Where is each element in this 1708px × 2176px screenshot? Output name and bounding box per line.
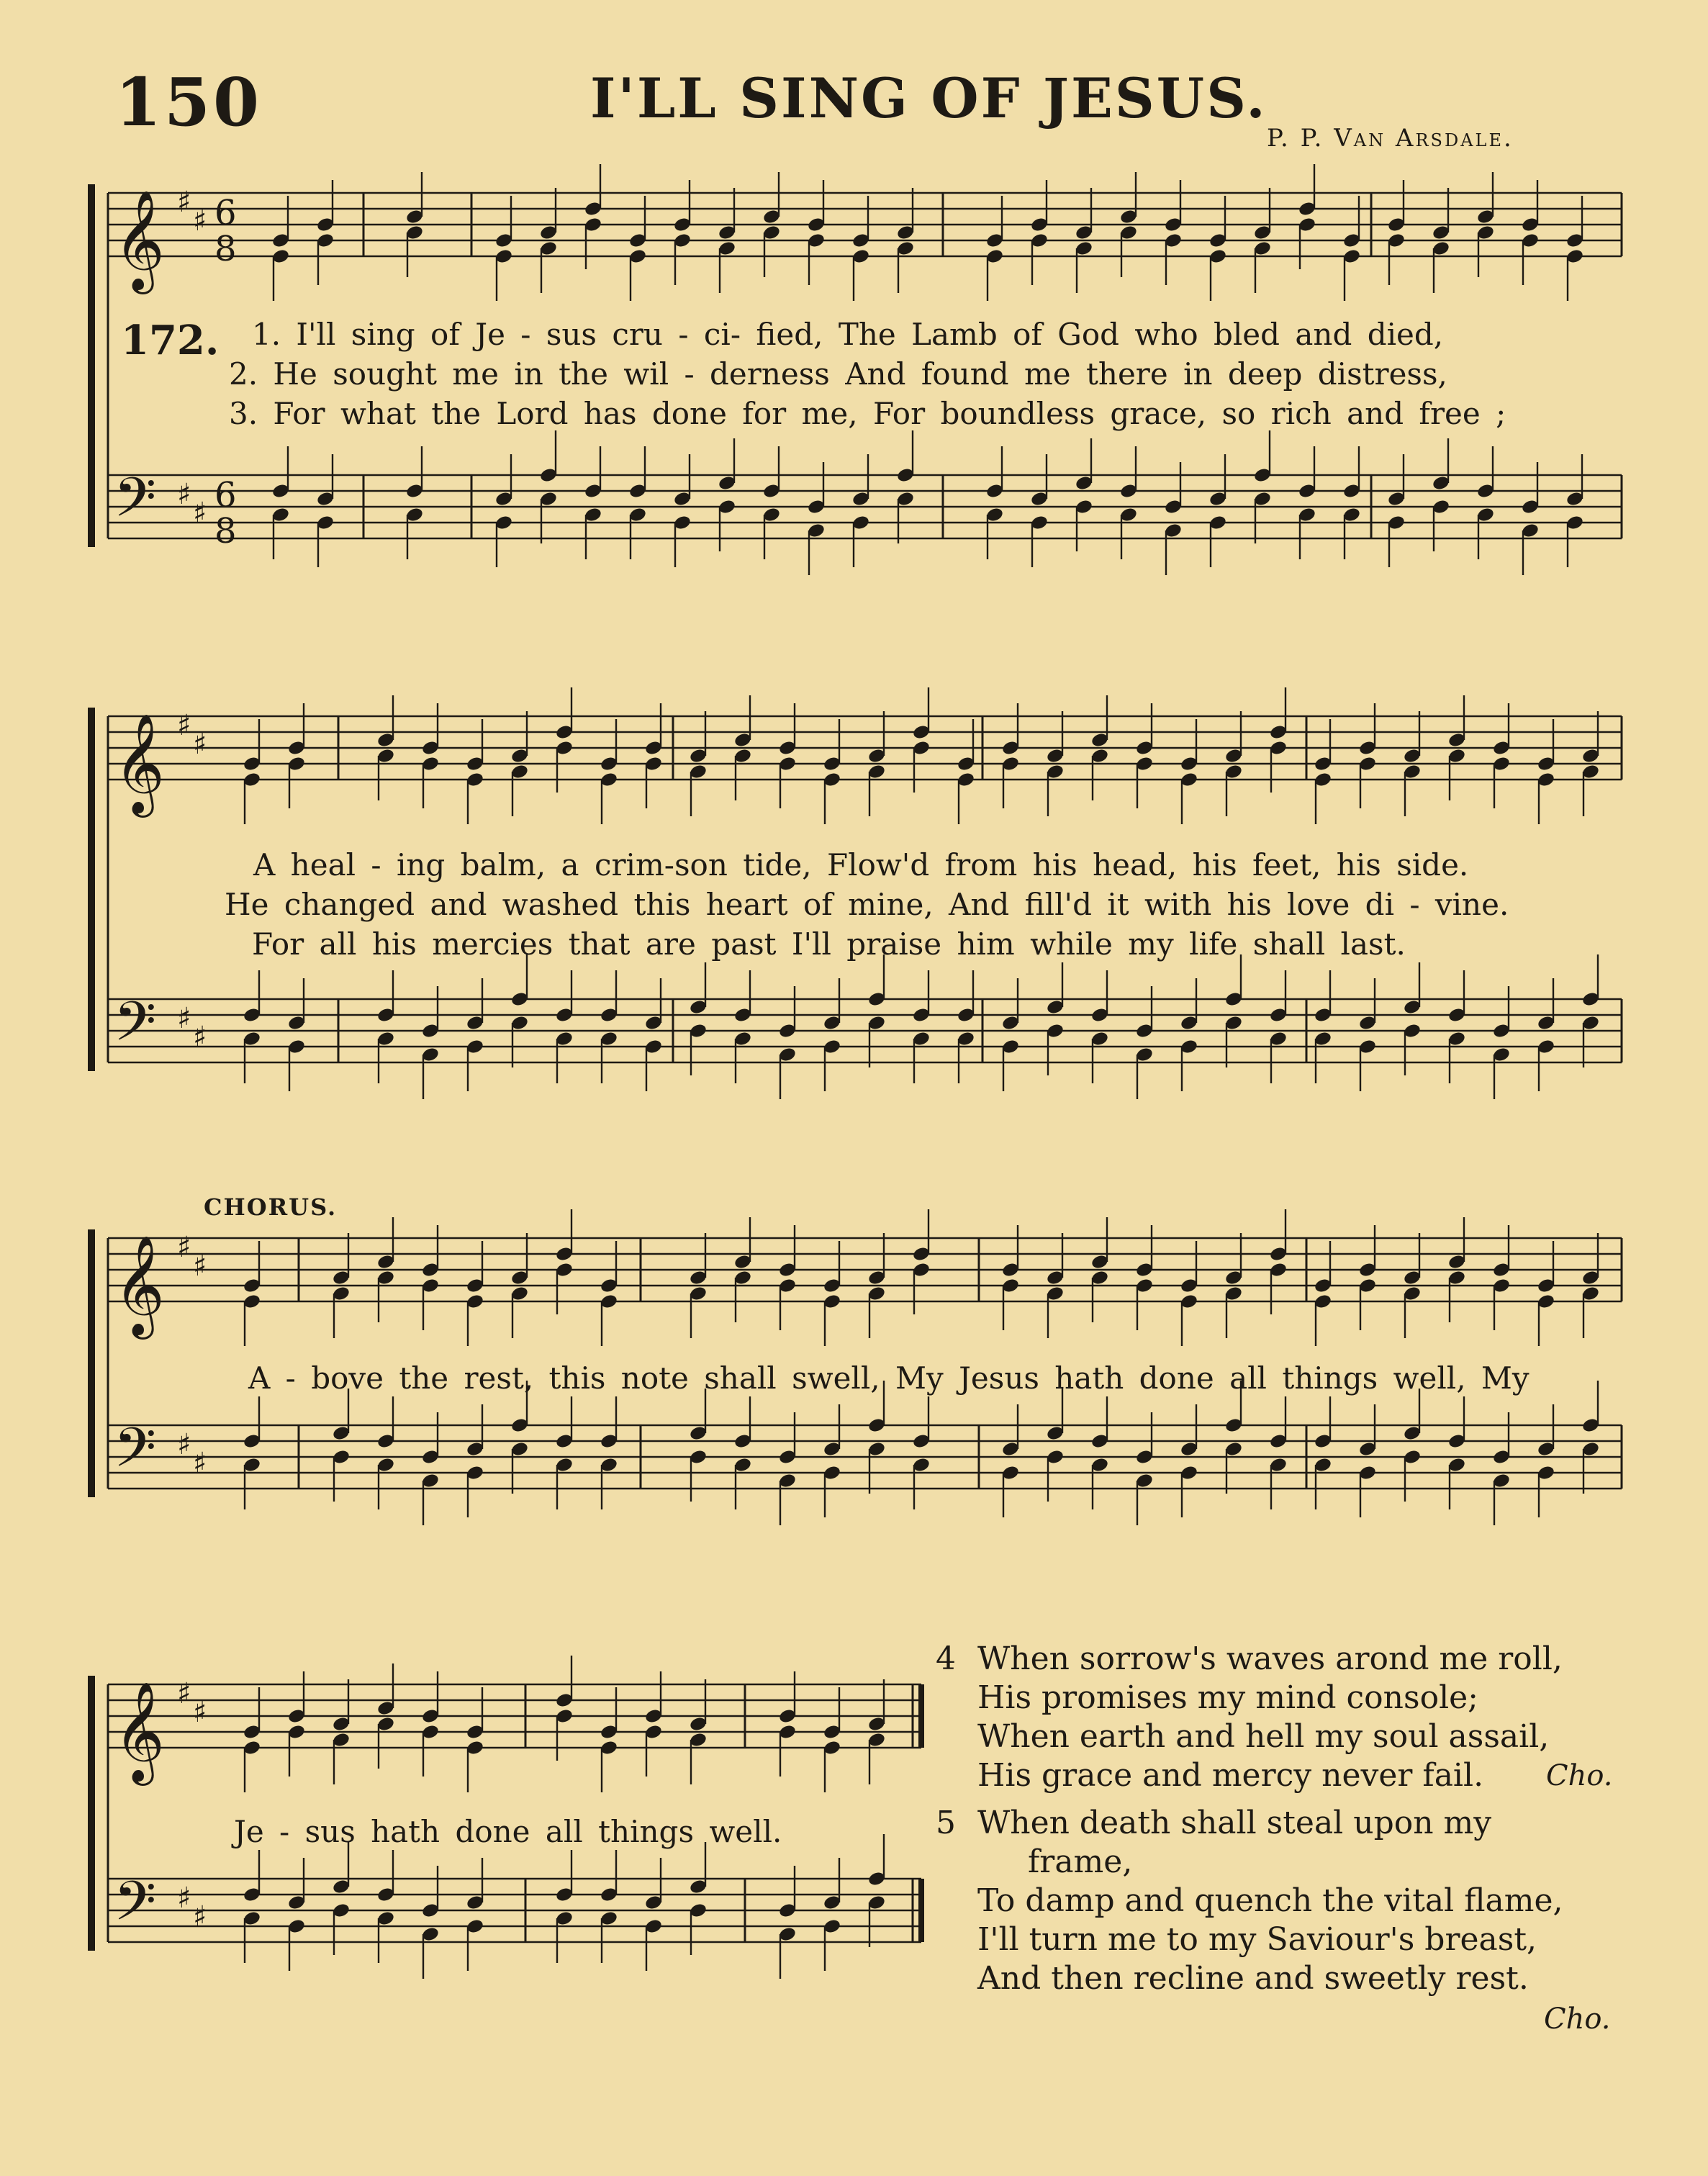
lyric-line-verse3: For all his mercies that are past I'll praise him while my life shall last. [252,926,1406,962]
hymn-number: 172. [121,317,220,364]
treble-clef: 𝄞 [114,1235,165,1335]
hymn-title: I'LL SING OF JESUS. [590,66,1268,130]
key-signature-sharp: ♯ [193,1900,207,1933]
lyric-line-verse2: 2. He sought me in the wil - derness And found me there in deep distress, [229,356,1447,392]
verse-5-line: And then recline and sweetly rest. [977,1960,1529,1997]
key-signature-sharp: ♯ [193,497,207,530]
treble-clef: 𝄞 [114,713,165,813]
system-bracket [88,184,95,547]
verse-4-refrain-cue: Cho. [1546,1759,1613,1792]
verse-5-line: When death shall steal upon my [977,1805,1492,1841]
bass-clef: 𝄢 [114,990,157,1067]
verse-4-line: When earth and hell my soul assail, [977,1718,1550,1755]
time-signature-bottom: 8 [214,229,237,269]
key-signature-sharp: ♯ [193,728,207,761]
key-signature-sharp: ♯ [177,1231,191,1264]
key-signature-sharp: ♯ [193,1447,207,1480]
key-signature-sharp: ♯ [193,1696,207,1729]
final-lyric-line: Je - sus hath done all things well. [234,1814,782,1849]
system-bracket [88,1676,95,1951]
verse-4-line: When sorrow's waves arond me roll, [977,1640,1563,1677]
key-signature-sharp: ♯ [177,709,191,742]
verse-5-number: 5 [936,1805,956,1841]
lyric-line-verse2: He changed and washed this heart of mine, And fill'd it with his love di - vine. [225,887,1509,922]
lyric-line-verse1: 1. I'll sing of Je - sus cru - ci- fied, The Lamb of God who bled and died, [252,317,1444,352]
verse-5-line: I'll turn me to my Saviour's breast, [977,1921,1537,1958]
key-signature-sharp: ♯ [177,1677,191,1710]
time-signature-top: 6 [214,475,237,515]
final-barline [918,1684,924,1748]
key-signature-sharp: ♯ [193,1021,207,1054]
bass-clef: 𝄢 [114,466,157,543]
time-signature-bottom: 8 [214,511,237,551]
lyric-line-verse3: 3. For what the Lord has done for me, For boundless grace, so rich and free ; [229,396,1506,431]
chorus-lyric-line: A - bove the rest, this note shall swell, My Jesus hath done all things well, My [248,1360,1529,1396]
key-signature-sharp: ♯ [177,1428,191,1461]
system-bracket [88,1229,95,1497]
final-barline [918,1879,924,1942]
chorus-label: CHORUS. [204,1193,338,1221]
key-signature-sharp: ♯ [193,204,207,238]
key-signature-sharp: ♯ [177,1002,191,1035]
verse-4-number: 4 [936,1640,956,1677]
verse-5-line: To damp and quench the vital flame, [977,1882,1563,1919]
composer-credit: P. P. Van Arsdale. [1267,124,1514,153]
key-signature-sharp: ♯ [177,478,191,511]
system-bracket [88,708,95,1071]
lyric-line-verse1: A heal - ing balm, a crim-son tide, Flow'd from his head, his feet, his side. [253,847,1469,882]
key-signature-sharp: ♯ [177,1882,191,1915]
treble-clef: 𝄞 [114,190,165,290]
verse-4-line: His promises my mind console; [977,1679,1479,1716]
bass-clef: 𝄢 [114,1416,157,1493]
bass-clef: 𝄢 [114,1869,157,1946]
time-signature-top: 6 [214,193,237,233]
page-number: 150 [115,63,263,141]
verse-5-line: frame, [1028,1843,1133,1880]
treble-clef: 𝄞 [114,1681,165,1782]
key-signature-sharp: ♯ [193,1250,207,1283]
verse-4-line: His grace and mercy never fail. [977,1757,1484,1794]
key-signature-sharp: ♯ [177,186,191,219]
verse-5-refrain-cue: Cho. [1544,2003,1611,2036]
